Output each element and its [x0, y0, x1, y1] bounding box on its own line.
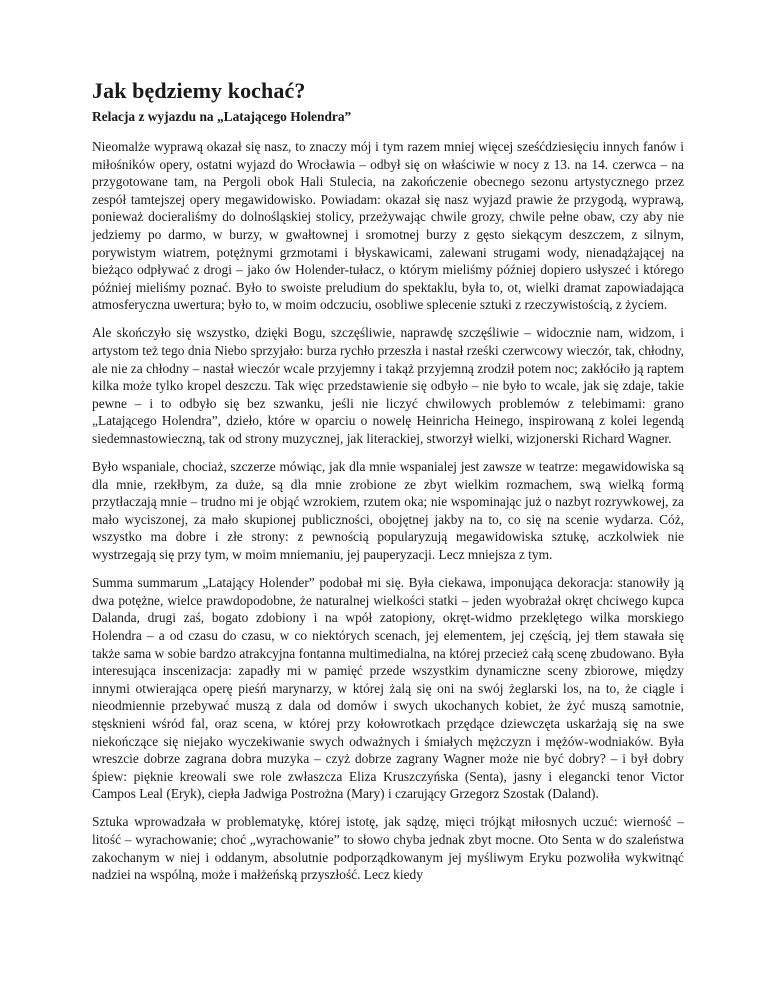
paragraph-3: Było wspaniale, chociaż, szczerze mówiąc, jak dla mnie wspanialej jest zawsze w teatrze: megawidowiska są dla mnie, rzekłbym, za duże, są dla mnie zrobione ze zbyt wielkim rozmachem, swą wielką formą przytłaczają mnie – trudno mi je objąć wzrokiem, rzutem oka; nie wspominając już o nazbyt rozrywkowej, za mało wyciszonej, za mało skupionej publiczności, obojętnej jakby na to, co się na scenie wydarza. Cóż, wszystko ma dobre i złe strony: z pewnością popularyzują megawidowiska sztukę, aczkolwiek nie wystrzegają się przy tym, w moim mniemaniu, jej pauperyzacji. Lecz mniejsza z tym.: [92, 459, 684, 563]
paragraph-5: Sztuka wprowadzała w problematykę, której istotę, jak sądzę, mięci trójkąt miłosnych uczuć: wierność – litość – wyrachowanie; choć „wyrachowanie” to słowo chyba jednak zbyt mocne. Oto Senta w do szaleństwa zakochanym w niej i oddanym, absolutnie podporządkowanym jej myśliwym Eryku pozwoliła wykwitnąć nadziei na wspólną, może i małżeńską przyszłość. Lecz kiedy: [92, 814, 684, 883]
paragraph-2: Ale skończyło się wszystko, dzięki Bogu, szczęśliwie, naprawdę szczęśliwie – widocznie nam, widzom, i artystom też tego dnia Niebo sprzyjało: burza rychło przeszła i nastał rześki czerwcowy wieczór, tak, chłodny, ale nie za chłodny – nastał wieczór wcale przyjemny i takąż przyjemną zrodził potem noc; zakłóciło ją raptem kilka może tylko kropel deszczu. Tak więc przedstawienie się odbyło – nie było to wcale, jak się zdaje, takie pewne – i to odbyło się bez szwanku, jeśli nie liczyć chwilowych problemów z telebimami: grano „Latającego Holendra”, dzieło, które w oparciu o nowelę Heinricha Heinego, inspirowaną z kolei legendą siedemnastowieczną, tak od strony muzycznej, jak literackiej, stworzył wielki, wizjonerski Richard Wagner.: [92, 325, 684, 446]
article-title: Jak będziemy kochać?: [92, 78, 306, 103]
article-subtitle: Relacja z wyjazdu na „Latającego Holendra”: [92, 109, 352, 124]
paragraph-4: Summa summarum „Latający Holender” podobał mi się. Była ciekawa, imponująca dekoracja: stanowiły ją dwa potężne, wielce prawdopodobne, że naturalnej wielkości statki – jeden wyobrażał okręt chciwego kupca Dalanda, drugi zaś, bogato zdobiony i na wpół zatopiony, okręt-widmo przeklętego wilka morskiego Holendra – a od czasu do czasu, w co niektórych scenach, jej elementem, jej częścią, jej tłem stawała się także sama w sobie bardzo atrakcyjna fontanna multimedialna, na której przecież całą scenę zbudowano. Była interesująca inscenizacja: zapadły mi w pamięć przede wszystkim dynamiczne sceny zbiorowe, między innymi otwierająca operę pieśń marynarzy, w której żalą się oni na swój żeglarski los, na to, że ciągle i nieodmiennie przebywać muszą z dala od domów i swych ukochanych kobiet, że żyć muszą samotnie, stęsknieni wśród fal, oraz scena, w której przy kołowrotkach przędące dziewczęta uskarżają się na swe niekończące się niejako wyczekiwanie swych odważnych i śmiałych mężczyzn i mężów-wodniaków. Była wreszcie dobrze zagrana dobra muzyka – czyż dobrze zagrany Wagner może nie być dobry? – i był dobry śpiew: pięknie kreowali swe role zwłaszcza Eliza Kruszczyńska (Senta), jasny i elegancki tenor Victor Campos Leal (Eryk), ciepła Jadwiga Postrożna (Mary) i czarujący Grzegorz Szostak (Daland).: [92, 575, 684, 802]
paragraph-1: Nieomalże wyprawą okazał się nasz, to znaczy mój i tym razem mniej więcej sześćdziesięciu innych fanów i miłośników opery, ostatni wyjazd do Wrocławia – odbył się on właściwie w nocy z 13. na 14. czerwca – na przygotowane tam, na Pergoli obok Hali Stulecia, na zakończenie obecnego sezonu artystycznego przez zespół tamtejszej opery megawidowisko. Powiadam: okazał się nasz wyjazd prawie że przygodą, wyprawą, ponieważ docieraliśmy do dolnośląskiej stolicy, przeżywając chwile grozy, chwile pełne obaw, czy aby nie jedziemy po darmo, w burzy, w gwałtownej i sromotnej burzy z gęsto siekącym deszczem, z silnym, porywistym wiatrem, potężnymi grzmotami i błyskawicami, zalewani strugami wody, nienadążającej na bieżąco odpływać z drogi – jako ów Holender-tułacz, o którym mieliśmy później dopiero usłyszeć i którego później mieliśmy poznać. Było to swoiste preludium do spektaklu, była to, ot, wielki dramat zapowiadająca atmosferyczna uwertura; było to, w moim odczuciu, osobliwe splecenie sztuki z rzeczywistością, z życiem.: [92, 139, 684, 313]
